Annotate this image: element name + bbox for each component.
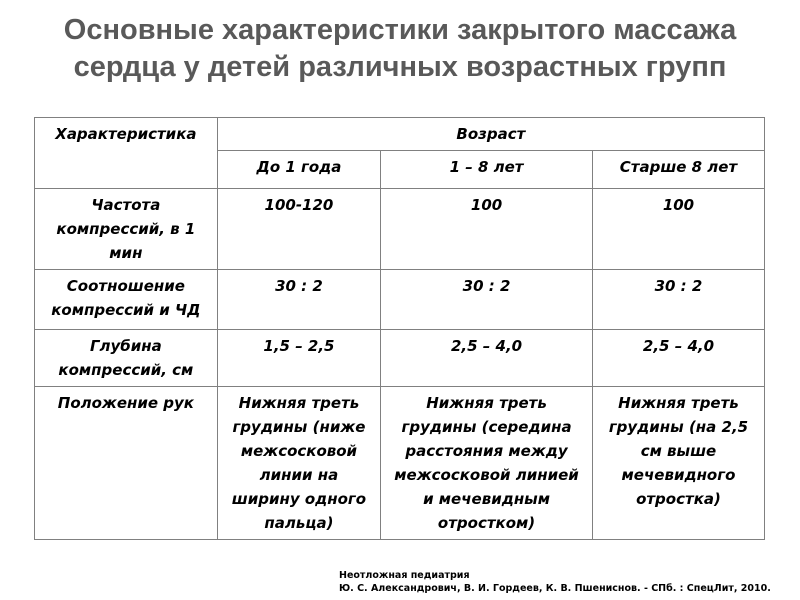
table-cell: 100: [381, 189, 593, 270]
table-row: [35, 270, 765, 330]
table-cell: Нижняя треть грудины (ниже межсосковой линии на ширину одного пальца): [217, 387, 380, 540]
source-citation: [339, 569, 771, 595]
source-authors: Ю. С. Александрович, В. И. Гордеев, К. В. Пшениснов. - СПб. : СпецЛит, 2010.: [339, 583, 771, 594]
header-characteristic: Характеристика: [35, 118, 218, 189]
age-group-over-8: Старше 8 лет: [592, 151, 764, 189]
age-group-under-1: До 1 года: [217, 151, 380, 189]
row-label: Частота компрессий, в 1 мин: [35, 189, 218, 270]
header-age: Возраст: [217, 118, 764, 151]
row-label: Положение рук: [35, 387, 218, 540]
table-cell: 30 : 2: [217, 270, 380, 330]
table-row: [35, 330, 765, 387]
title-line-1: Основные характеристики закрытого массажа: [63, 14, 737, 46]
table-row: [35, 189, 765, 270]
table-cell: 1,5 – 2,5: [217, 330, 380, 387]
table-row: [35, 387, 765, 540]
table-cell: 2,5 – 4,0: [592, 330, 764, 387]
header-row: [35, 118, 765, 151]
table-cell: 30 : 2: [381, 270, 593, 330]
table-cell: 100-120: [217, 189, 380, 270]
table-cell: 100: [592, 189, 764, 270]
row-label: Соотношение компрессий и ЧД: [35, 270, 218, 330]
table-cell: Нижняя треть грудины (на 2,5 см выше мечевидного отростка): [592, 387, 764, 540]
title-line-2: сердца у детей различных возрастных групп: [73, 51, 727, 83]
source-title: Неотложная педиатрия: [339, 570, 470, 581]
age-group-1-8: 1 – 8 лет: [381, 151, 593, 189]
slide-title: [0, 12, 800, 86]
cpr-characteristics-table: [34, 117, 765, 540]
row-label: Глубина компрессий, см: [35, 330, 218, 387]
table-cell: 30 : 2: [592, 270, 764, 330]
table-cell: Нижняя треть грудины (середина расстояния между межсосковой линией и мечевидным отростком): [381, 387, 593, 540]
table-cell: 2,5 – 4,0: [381, 330, 593, 387]
